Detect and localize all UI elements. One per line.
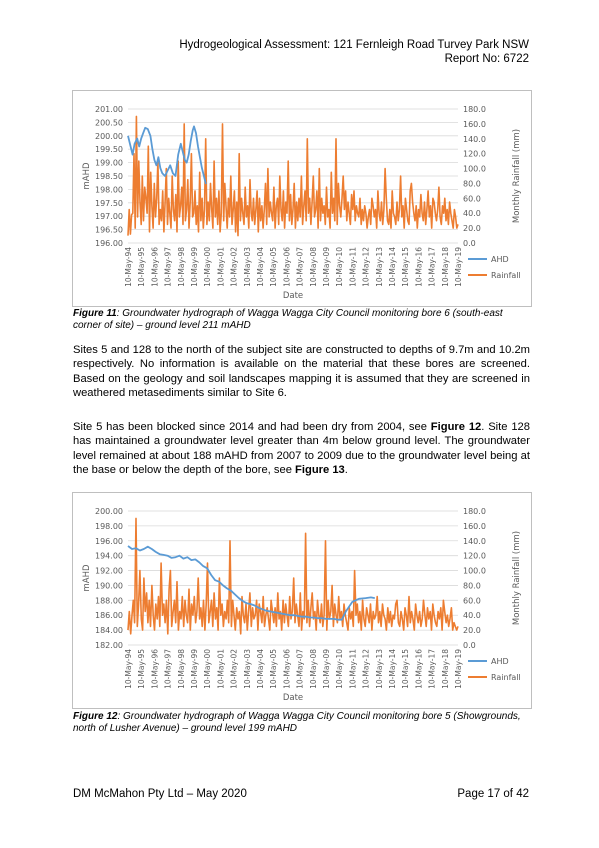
y-tick-label: 199.00 bbox=[95, 158, 123, 168]
x-tick-label: 10-May-07 bbox=[295, 247, 305, 287]
x-tick-label: 10-May-96 bbox=[150, 649, 160, 689]
hydrograph-bore-6 bbox=[73, 91, 531, 306]
x-tick-label: 10-May-05 bbox=[269, 649, 279, 689]
y2-tick-label: 140.0 bbox=[463, 134, 486, 144]
y-tick-label: 200.00 bbox=[95, 131, 123, 141]
y-tick-label: 196.00 bbox=[95, 239, 123, 248]
y2-tick-label: 120.0 bbox=[463, 551, 486, 561]
paragraph-text-2: . Site 128 has maintained a groundwater level greater than 4m below ground level. The groundwater level remained at about 188 mAHD from 2007 to 2009 due to the groundwater level being at the base or below the depth of the bore, see bbox=[73, 421, 530, 477]
figure-13-reference: Figure 13 bbox=[295, 464, 345, 477]
report-number: Report No: 6722 bbox=[444, 53, 529, 65]
x-tick-label: 10-May-99 bbox=[190, 247, 199, 287]
x-tick-label: 10-May-97 bbox=[163, 649, 173, 689]
x-tick-label: 10-May-02 bbox=[229, 649, 239, 689]
figure-12-chart bbox=[72, 492, 532, 709]
x-tick-label: 10-May-00 bbox=[203, 649, 213, 689]
legend-label-ahd: AHD bbox=[491, 255, 509, 264]
x-tick-label: 10-May-00 bbox=[203, 247, 213, 287]
x-tick-label: 10-May-06 bbox=[282, 247, 292, 287]
x-tick-label: 10-May-08 bbox=[308, 649, 318, 689]
x-tick-label: 10-May-05 bbox=[269, 247, 279, 287]
y-axis-label: mAHD bbox=[82, 564, 92, 592]
x-tick-label: 10-May-04 bbox=[256, 247, 265, 287]
figure-11-caption bbox=[73, 308, 533, 332]
x-tick-label: 10-May-11 bbox=[348, 649, 358, 689]
x-tick-label: 10-May-94 bbox=[124, 649, 133, 689]
y-tick-label: 192.00 bbox=[95, 566, 123, 576]
x-tick-label: 10-May-13 bbox=[374, 649, 384, 689]
x-tick-label: 10-May-17 bbox=[427, 247, 437, 287]
x-tick-label: 10-May-03 bbox=[242, 247, 252, 287]
x-tick-label: 10-May-01 bbox=[216, 649, 226, 689]
y-tick-label: 196.00 bbox=[95, 536, 123, 546]
y2-tick-label: 80.0 bbox=[463, 581, 481, 591]
x-tick-label: 10-May-97 bbox=[163, 247, 173, 287]
y2-tick-label: 0.0 bbox=[463, 239, 476, 248]
y2-tick-label: 60.0 bbox=[463, 596, 481, 606]
y-tick-label: 200.50 bbox=[95, 118, 123, 128]
paragraph-text-3: . bbox=[344, 464, 348, 477]
y2-tick-label: 100.0 bbox=[463, 566, 486, 576]
x-tick-label: 10-May-16 bbox=[414, 247, 424, 287]
y-tick-label: 188.00 bbox=[95, 596, 123, 606]
y-tick-label: 198.50 bbox=[95, 172, 123, 181]
x-tick-label: 10-May-11 bbox=[348, 247, 358, 287]
x-tick-label: 10-May-14 bbox=[388, 649, 397, 689]
x-tick-label: 10-May-06 bbox=[282, 649, 292, 689]
x-tick-label: 10-May-09 bbox=[322, 649, 331, 689]
x-tick-label: 10-May-04 bbox=[256, 649, 265, 689]
x-tick-label: 10-May-99 bbox=[190, 649, 199, 689]
x-tick-label: 10-May-15 bbox=[401, 649, 411, 689]
x-tick-label: 10-May-09 bbox=[322, 247, 331, 287]
y2-tick-label: 120.0 bbox=[463, 149, 486, 159]
x-tick-label: 10-May-07 bbox=[295, 649, 305, 689]
rainfall-series-line bbox=[128, 518, 458, 633]
legend-label-ahd: AHD bbox=[491, 657, 509, 666]
y2-tick-label: 80.0 bbox=[463, 179, 481, 189]
y-tick-label: 200.00 bbox=[95, 507, 123, 516]
y-tick-label: 184.00 bbox=[95, 626, 123, 636]
x-tick-label: 10-May-08 bbox=[308, 246, 318, 287]
y2-axis-label: Monthly Rainfall (mm) bbox=[512, 530, 522, 626]
y-tick-label: 198.00 bbox=[95, 185, 123, 195]
x-tick-label: 10-May-13 bbox=[374, 247, 384, 287]
x-tick-label: 10-May-19 bbox=[454, 649, 463, 689]
y2-axis-label: Monthly Rainfall (mm) bbox=[512, 128, 522, 224]
paragraph-sites-5-128: Sites 5 and 128 to the north of the subject site are constructed to depths of 9.7m and 10.2m respectively. No information is available on the material that these bores are screened. Based on the geology and soil landscapes mapping it is assumed that they are screened in weathered metasediments similar to Site 6. bbox=[73, 344, 530, 400]
y2-tick-label: 160.0 bbox=[463, 119, 486, 129]
y-tick-label: 198.00 bbox=[95, 521, 123, 531]
x-tick-label: 10-May-95 bbox=[137, 247, 147, 287]
x-tick-label: 10-May-95 bbox=[137, 649, 147, 689]
x-axis-label: Date bbox=[282, 693, 304, 703]
x-tick-label: 10-May-02 bbox=[229, 247, 239, 287]
x-tick-label: 10-May-98 bbox=[176, 649, 186, 689]
x-tick-label: 10-May-10 bbox=[335, 247, 345, 287]
hydrograph-bore-5 bbox=[73, 493, 531, 708]
y-tick-label: 190.00 bbox=[95, 581, 123, 591]
x-tick-label: 10-May-98 bbox=[176, 247, 186, 287]
y-tick-label: 197.00 bbox=[95, 212, 123, 222]
y2-tick-label: 180.0 bbox=[463, 105, 486, 114]
figure-12-caption bbox=[73, 711, 533, 735]
y2-tick-label: 0.0 bbox=[463, 641, 476, 650]
y-tick-label: 182.00 bbox=[95, 641, 123, 650]
y2-tick-label: 20.0 bbox=[463, 224, 481, 234]
figure-11-caption-text: : Groundwater hydrograph of Wagga Wagga City Council monitoring bore 6 (south-east corner of site) – ground level 211 mAHD bbox=[73, 308, 503, 331]
footer-company: DM McMahon Pty Ltd – May 2020 bbox=[73, 788, 247, 800]
x-tick-label: 10-May-12 bbox=[361, 649, 371, 689]
x-tick-label: 10-May-18 bbox=[440, 247, 450, 287]
y2-tick-label: 160.0 bbox=[463, 521, 486, 531]
x-tick-label: 10-May-12 bbox=[361, 247, 371, 287]
paragraph-site-5-status bbox=[73, 420, 530, 478]
figure-11-chart bbox=[72, 90, 532, 307]
y2-tick-label: 140.0 bbox=[463, 536, 486, 546]
y-tick-label: 194.00 bbox=[95, 551, 123, 561]
y-tick-label: 186.00 bbox=[95, 611, 123, 621]
report-title: Hydrogeological Assessment: 121 Fernleigh Road Turvey Park NSW bbox=[179, 39, 529, 51]
legend-label-rainfall: Rainfall bbox=[491, 271, 521, 280]
figure-12-label: Figure 12 bbox=[73, 711, 118, 722]
x-tick-label: 10-May-10 bbox=[335, 649, 345, 689]
y-tick-label: 201.00 bbox=[95, 105, 123, 114]
page-header bbox=[179, 38, 529, 66]
x-tick-label: 10-May-01 bbox=[216, 247, 226, 287]
y2-tick-label: 20.0 bbox=[463, 626, 481, 636]
x-tick-label: 10-May-18 bbox=[440, 649, 450, 689]
x-tick-label: 10-May-16 bbox=[414, 649, 424, 689]
figure-11-label: Figure 11 bbox=[73, 308, 117, 319]
y2-tick-label: 40.0 bbox=[463, 209, 481, 219]
x-tick-label: 10-May-03 bbox=[242, 649, 252, 689]
figure-12-caption-text: : Groundwater hydrograph of Wagga Wagga City Council monitoring bore 5 (Showgrounds, north of Lusher Avenue) – ground level 199 mAHD bbox=[73, 711, 521, 734]
y2-tick-label: 40.0 bbox=[463, 611, 481, 621]
paragraph-text-1: Site 5 has been blocked since 2014 and had been dry from 2004, see bbox=[73, 421, 431, 433]
x-tick-label: 10-May-14 bbox=[388, 247, 397, 287]
x-tick-label: 10-May-17 bbox=[427, 649, 437, 689]
y2-tick-label: 180.0 bbox=[463, 507, 486, 516]
x-tick-label: 10-May-15 bbox=[401, 247, 411, 287]
x-tick-label: 10-May-96 bbox=[150, 247, 160, 287]
y-tick-label: 199.50 bbox=[95, 145, 123, 155]
x-tick-label: 10-May-19 bbox=[454, 247, 463, 287]
y-tick-label: 197.50 bbox=[95, 198, 123, 208]
y-axis-label: mAHD bbox=[82, 162, 92, 190]
legend-label-rainfall: Rainfall bbox=[491, 673, 521, 682]
y2-tick-label: 60.0 bbox=[463, 194, 481, 204]
footer-page-number: Page 17 of 42 bbox=[457, 788, 529, 800]
figure-12-reference: Figure 12 bbox=[430, 421, 482, 433]
x-tick-label: 10-May-94 bbox=[124, 247, 133, 287]
y-tick-label: 196.50 bbox=[95, 225, 123, 235]
y2-tick-label: 100.0 bbox=[463, 164, 486, 174]
x-axis-label: Date bbox=[282, 291, 304, 301]
